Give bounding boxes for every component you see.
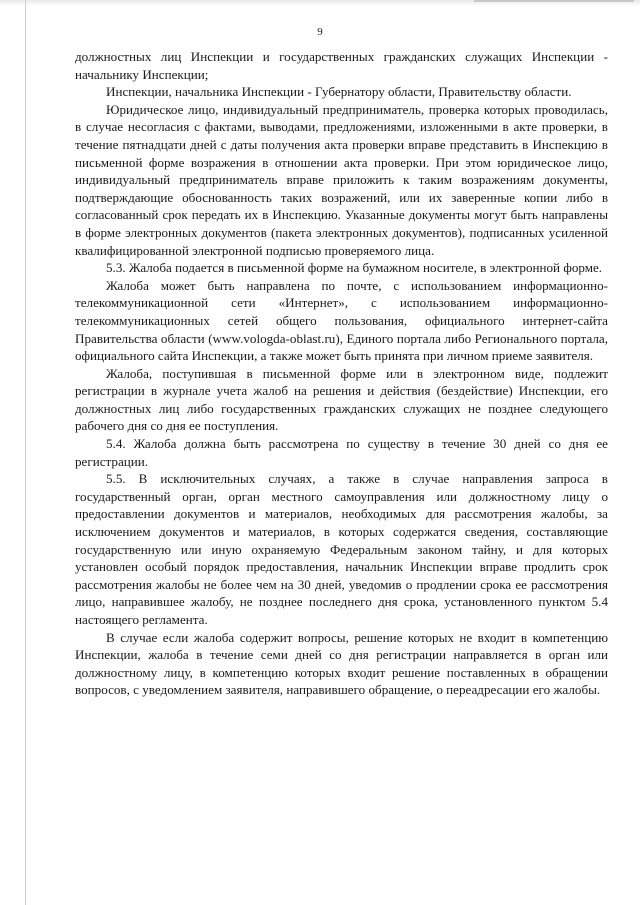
paragraph-submission-channels: Жалоба может быть направлена по почте, с использованием информационно-телекоммуникационной сети «Интернет», с использованием информационно-телекоммуникационных сетей общего пользования, официального интернет-сайта Правительства области (www.vologda-oblast.ru), Единого портала либо Регионального портала, официального сайта Инспекции, а также может быть принята при личном приеме заявителя. — [75, 277, 608, 364]
scan-mark — [474, 0, 634, 2]
document-text — [75, 48, 608, 699]
paragraph-5-4: 5.4. Жалоба должна быть рассмотрена по существу в течение 30 дней со дня ее регистрации. — [75, 436, 608, 469]
paragraph-continuation: должностных лиц Инспекции и государственных гражданских служащих Инспекции - начальнику Инспекции; — [75, 49, 608, 82]
page-number: 9 — [317, 26, 323, 38]
paragraph-inspection-head: Инспекции, начальника Инспекции - Губернатору области, Правительству области. — [106, 84, 572, 100]
paragraph-registration: Жалоба, поступившая в письменной форме или в электронном виде, подлежит регистрации в журнале учета жалоб на решения и действия (бездействие) Инспекции, его должностных лиц либо государственных гражданских служащих не позднее следующего рабочего дня со дня ее поступления. — [75, 365, 608, 434]
paragraph-5-3: 5.3. Жалоба подается в письменной форме на бумажном носителе, в электронной форме. — [106, 260, 603, 276]
paragraph-redirection: В случае если жалоба содержит вопросы, решение которых не входит в компетенцию Инспекции, жалоба в течение семи дней со дня регистрации направляется в орган или должностному лицу, в компетенцию которых входит решение поставленных в обращении вопросов, с уведомлением заявителя, направившего обращение, о переадресации его жалобы. — [75, 629, 608, 698]
binding-margin-line — [25, 0, 26, 905]
paragraph-5-5: 5.5. В исключительных случаях, а также в случае направления запроса в государственный орган, орган местного самоуправления или должностному лицу о предоставлении документов и материалов, необходимых для рассмотрения жалобы, за исключением документов и материалов, в которых содержатся сведения, составляющие государственную или иную охраняемую Федеральным законом тайну, и для которых установлен особый порядок предоставления, начальник Инспекции вправе продлить срок рассмотрения жалобы не более чем на 30 дней, уведомив о продлении срока ее рассмотрения лицо, направившее жалобу, не позднее последнего дня срока, установленного пунктом 5.4 настоящего регламента. — [75, 471, 608, 627]
paragraph-objections: Юридическое лицо, индивидуальный предприниматель, проверка которых проводилась, в случае несогласия с фактами, выводами, предложениями, изложенными в акте проверки, в течение пятнадцати дней с даты получения акта проверки вправе представить в Инспекцию в письменной форме возражения в отношении акта проверки. При этом юридическое лицо, индивидуальный предприниматель вправе приложить к таким возражениям документы, подтверждающие обоснованность таких возражений, или их заверенные копии либо в согласованный срок передать их в Инспекцию. Указанные документы могут быть направлены в форме электронных документов (пакета электронных документов), подписанных усиленной квалифицированной электронной подписью проверяемого лица. — [75, 101, 608, 258]
